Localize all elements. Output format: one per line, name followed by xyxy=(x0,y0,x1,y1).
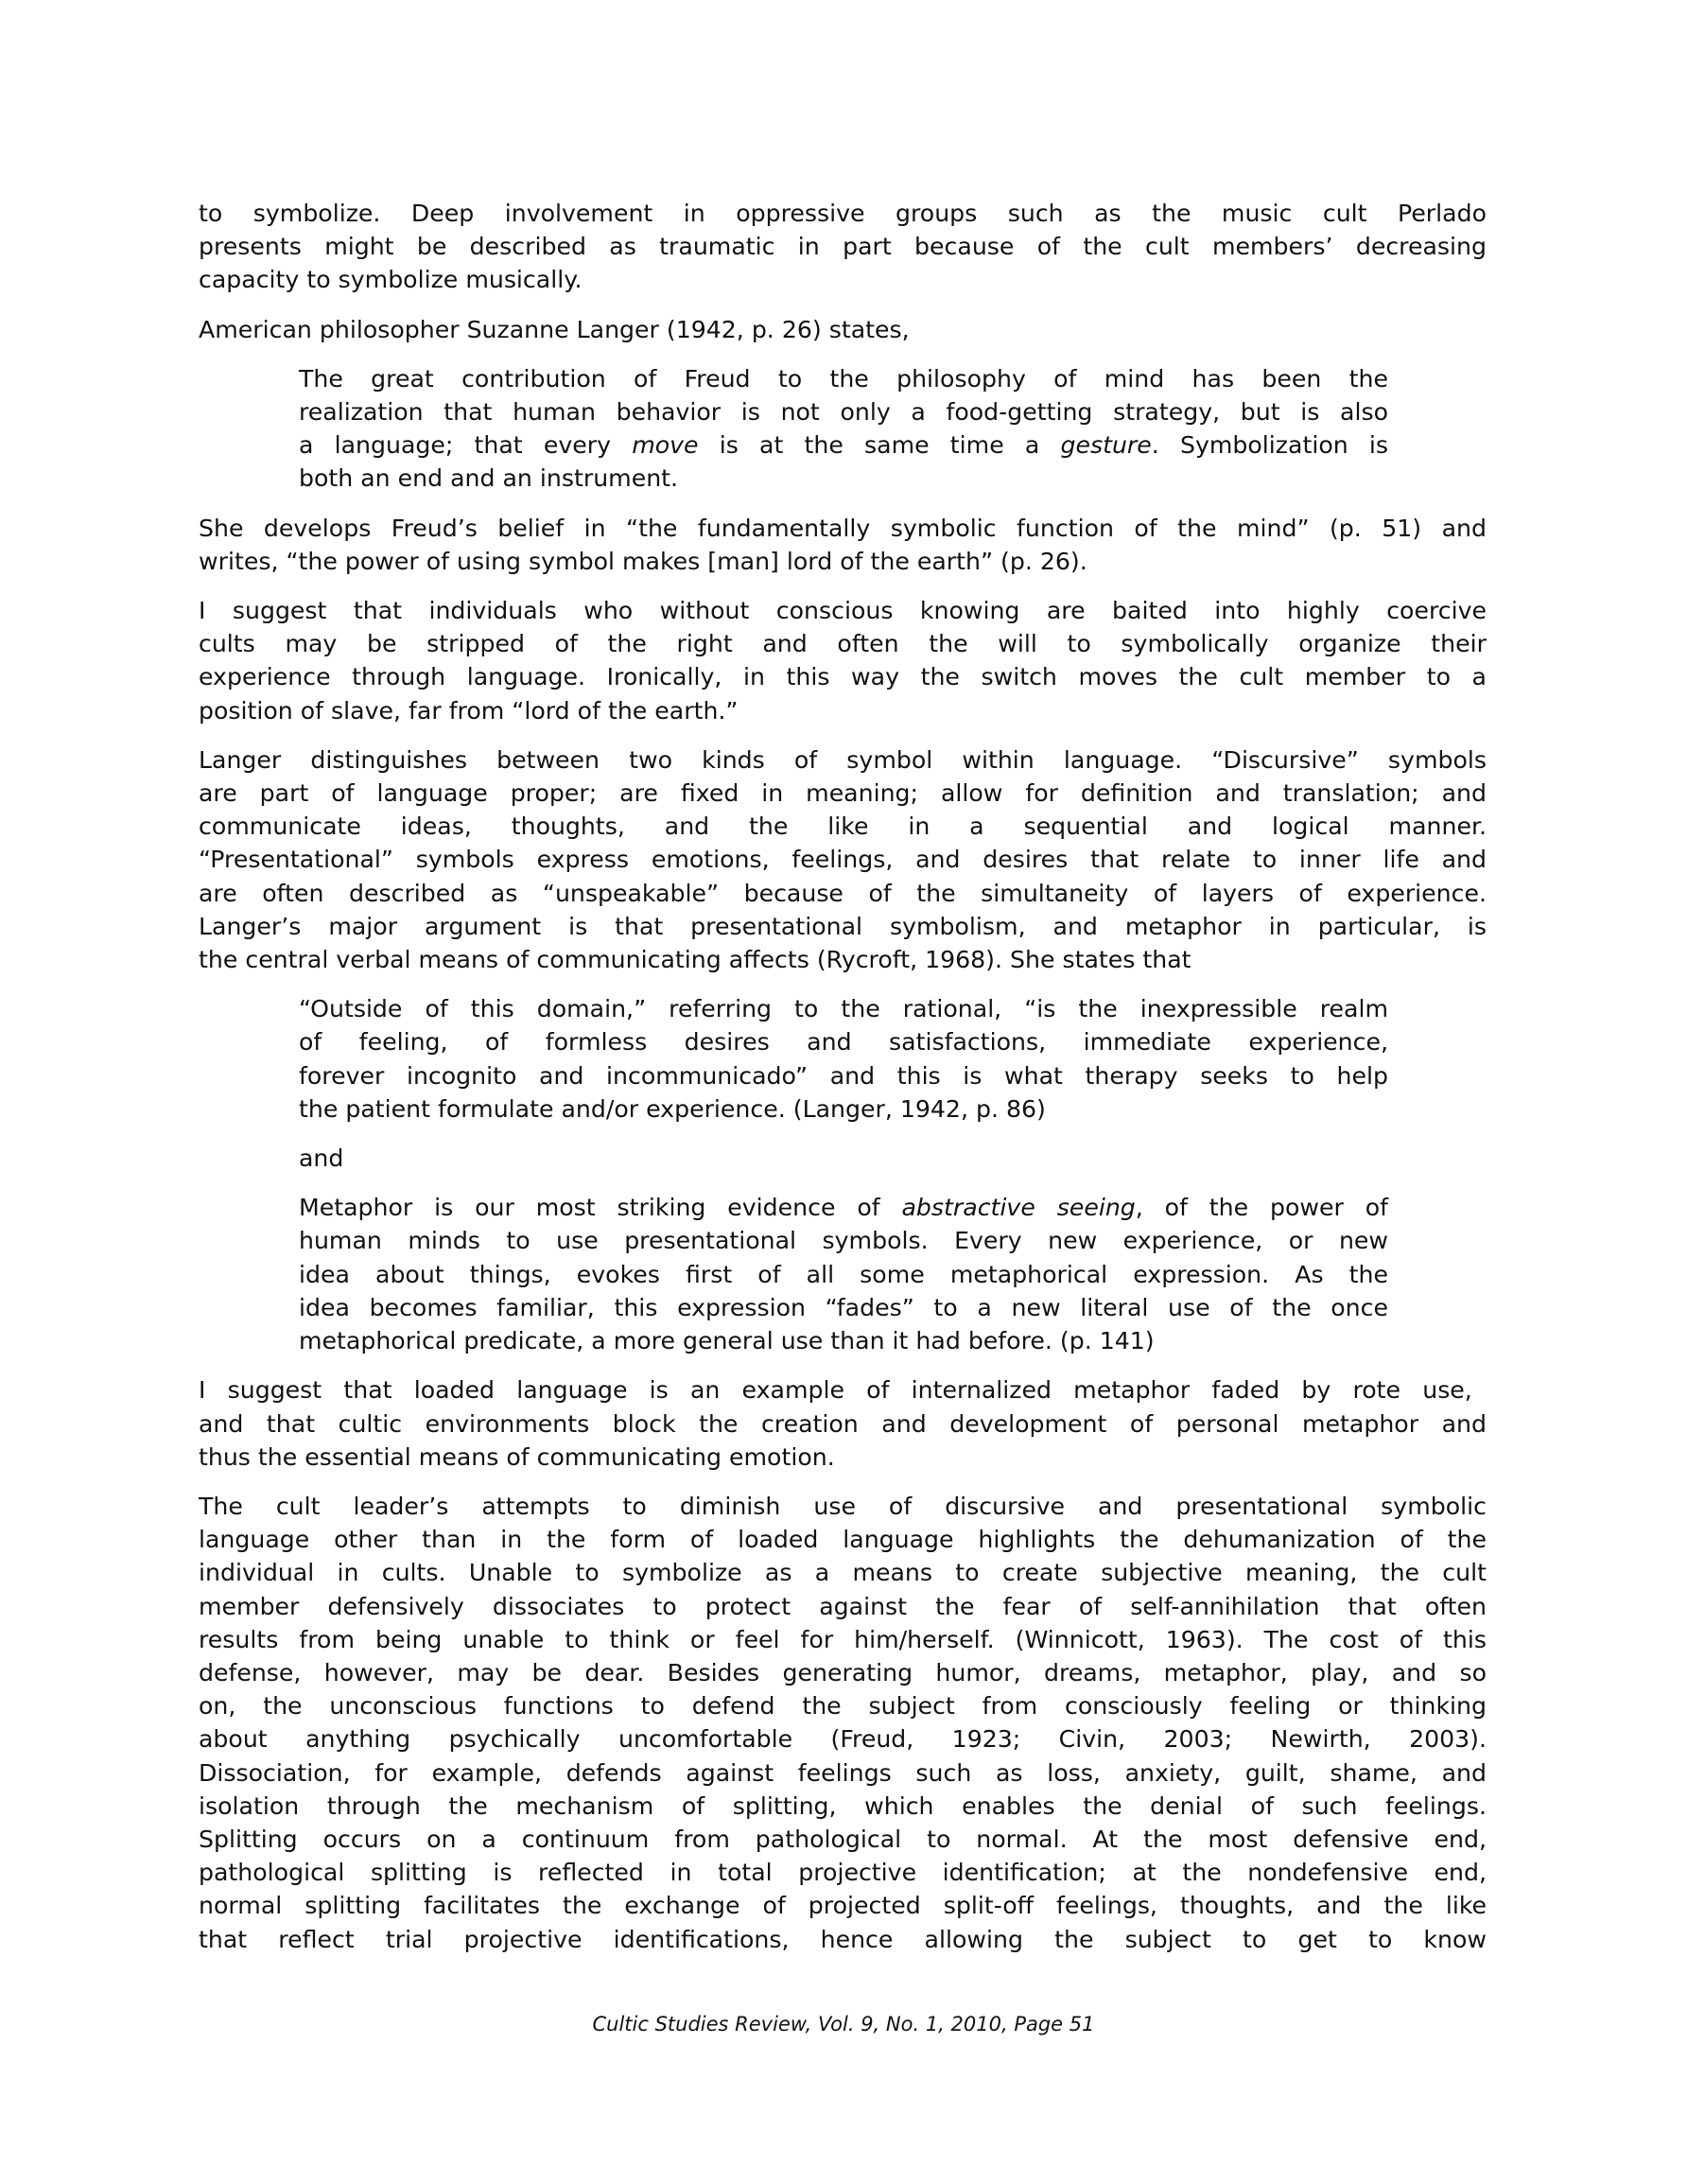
text-line: the patient formulate and/or experience. (Langer, 1942, p. 86) xyxy=(299,1094,1046,1123)
text-line: Splitting occurs on a continuum from pathological to normal. At the most defensive end, xyxy=(199,1825,1487,1853)
document-body xyxy=(199,197,1487,1972)
text-line: language other than in the form of loaded language highlights the dehumanization of the xyxy=(199,1526,1487,1554)
text-line: are often described as “unspeakable” because of the simultaneity of layers of experience. xyxy=(199,879,1487,907)
text-line: idea becomes familiar, this expression “fades” to a new literal use of the once xyxy=(299,1293,1388,1321)
text-line: metaphorical predicate, a more general use than it had before. (p. 141) xyxy=(299,1327,1155,1355)
text-line: that reflect trial projective identifications, hence allowing the subject to get to know xyxy=(199,1925,1487,1953)
text-line: Langer distinguishes between two kinds of symbol within language. “Discursive” symbols xyxy=(199,745,1487,774)
text-line: individual in cults. Unable to symbolize as a means to create subjective meaning, the cult xyxy=(199,1559,1487,1587)
text-line: writes, “the power of using symbol makes [man] lord of the earth” (p. 26). xyxy=(199,547,1087,575)
page-footer: Cultic Studies Review, Vol. 9, No. 1, 2010, Page 51 xyxy=(592,2013,1095,2035)
text-line: both an end and an instrument. xyxy=(299,464,679,493)
text-line: The cult leader’s attempts to diminish use of discursive and presentational symbolic xyxy=(199,1492,1487,1520)
paragraph xyxy=(199,1490,1487,1956)
text-line: defense, however, may be dear. Besides generating humor, dreams, metaphor, play, and so xyxy=(199,1658,1487,1686)
block-quote xyxy=(199,362,1388,496)
text-line: normal splitting facilitates the exchange of projected split-off feelings, thoughts, and the like xyxy=(199,1892,1487,1920)
text-line: member defensively dissociates to protect against the fear of self-annihilation that often xyxy=(199,1592,1487,1620)
text-line: to symbolize. Deep involvement in oppressive groups such as the music cult Perlado xyxy=(199,200,1487,227)
text-line: American philosopher Suzanne Langer (1942, p. 26) states, xyxy=(199,315,910,343)
emphasis: move xyxy=(632,431,699,460)
text-line: communicate ideas, thoughts, and the like in a sequential and logical manner. xyxy=(199,812,1487,841)
paragraph xyxy=(199,197,1487,297)
text-line: pathological splitting is reflected in total projective identification; at the nondefensive end, xyxy=(199,1859,1487,1887)
text-line: the central verbal means of communicating affects (Rycroft, 1968). She states that xyxy=(199,946,1191,974)
text-line: cults may be stripped of the right and often the will to symbolically organize their xyxy=(199,630,1487,658)
text-line: Langer’s major argument is that presentational symbolism, and metaphor in particular, is xyxy=(199,912,1487,940)
text-line: capacity to symbolize musically. xyxy=(199,266,583,294)
text-line: Dissociation, for example, defends against feelings such as loss, anxiety, guilt, shame, and xyxy=(199,1758,1487,1787)
text-line: idea about things, evokes first of all some metaphorical expression. As the xyxy=(299,1260,1388,1288)
paragraph xyxy=(199,594,1487,727)
text-line: and xyxy=(299,1144,344,1173)
block-quote xyxy=(199,992,1388,1126)
paragraph xyxy=(199,1373,1487,1474)
text-line: forever incognito and incommunicado” and this is what therapy seeks to help xyxy=(299,1061,1388,1090)
paragraph xyxy=(199,313,1487,346)
emphasis: abstractive seeing xyxy=(901,1194,1136,1222)
text-line: a language; that every move is at the same time a gesture. Symbolization is xyxy=(299,431,1388,460)
text-line: experience through language. Ironically, in this way the switch moves the cult member to a xyxy=(199,663,1487,691)
text-line: “Outside of this domain,” referring to the rational, “is the inexpressible realm xyxy=(299,995,1388,1023)
block-quote xyxy=(199,1191,1388,1357)
paragraph xyxy=(199,512,1487,578)
text-line: about anything psychically uncomfortable (Freud, 1923; Civin, 2003; Newirth, 2003). xyxy=(199,1725,1487,1754)
text-line: Metaphor is our most striking evidence of abstractive seeing, of the power of xyxy=(299,1194,1389,1222)
text-line: of feeling, of formless desires and satisfactions, immediate experience, xyxy=(299,1028,1388,1057)
text-line: results from being unable to think or feel for him/herself. (Winnicott, 1963). The cost of this xyxy=(199,1625,1487,1653)
text-line: are part of language proper; are fixed in meaning; allow for definition and translation; and xyxy=(199,779,1487,808)
text-line: position of slave, far from “lord of the earth.” xyxy=(199,696,739,725)
text-line: on, the unconscious functions to defend the subject from consciously feeling or thinking xyxy=(199,1692,1487,1721)
emphasis: gesture xyxy=(1060,431,1152,460)
text-line: realization that human behavior is not only a food-getting strategy, but is also xyxy=(299,398,1388,427)
paragraph xyxy=(199,743,1487,976)
text-line: and that cultic environments block the creation and development of personal metaphor and xyxy=(199,1409,1487,1438)
text-line: human minds to use presentational symbols. Every new experience, or new xyxy=(299,1227,1388,1255)
text-line: I suggest that loaded language is an example of internalized metaphor faded by rote use, xyxy=(199,1376,1472,1405)
text-line: I suggest that individuals who without conscious knowing are baited into highly coercive xyxy=(199,597,1487,625)
block-quote xyxy=(199,1142,1388,1175)
text-line: She develops Freud’s belief in “the fundamentally symbolic function of the mind” (p. 51) and xyxy=(199,514,1487,542)
text-line: isolation through the mechanism of splitting, which enables the denial of such feelings. xyxy=(199,1791,1487,1820)
text-line: presents might be described as traumatic in part because of the cult members’ decreasing xyxy=(199,233,1487,261)
text-line: The great contribution of Freud to the philosophy of mind has been the xyxy=(299,364,1388,393)
text-line: thus the essential means of communicating emotion. xyxy=(199,1442,835,1471)
text-line: “Presentational” symbols express emotions, feelings, and desires that relate to inner life and xyxy=(199,846,1487,874)
